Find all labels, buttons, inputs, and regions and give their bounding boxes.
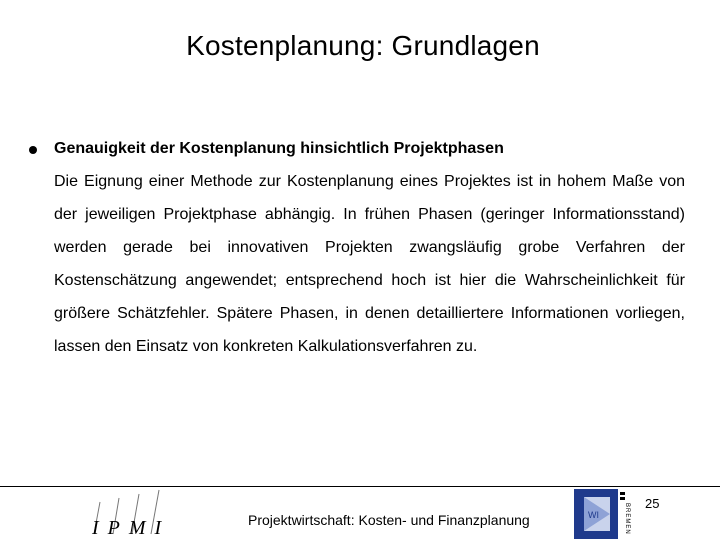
bullet-marker (29, 146, 37, 154)
ipmi-logo (82, 488, 172, 540)
footer-course-title: Projektwirtschaft: Kosten- und Finanzplanung (248, 512, 530, 528)
bullet-heading: Genauigkeit der Kostenplanung hinsichtlich Projektphasen (54, 140, 504, 157)
wi-bremen-logo (574, 489, 632, 539)
bremen-vertical-text: BREMEN (624, 503, 630, 535)
ipmi-logo-text: IPMI (92, 517, 171, 539)
bullet-body: Die Eignung einer Methode zur Kostenplanung eines Projektes ist in hohem Maße von der jeweiligen Projektphase abhängig. In frühen Phasen (geringer Informationsstand) werden gerade bei innovativen Projekten zwangsläufig grobe Verfahren der Kostenschätzung angewendet; entsprechend hoch ist hier die Wahrscheinlichkeit für größere Schätzfehler. Spätere Phasen, in denen detailliertere Informationen vorliegen, lassen den Einsatz von konkreten Kalkulationsverfahren zu. (54, 173, 685, 355)
slide-title: Kostenplanung: Grundlagen (186, 30, 540, 61)
page-number: 25 (645, 496, 660, 511)
wi-logo-text: WI (588, 510, 599, 520)
footer-divider (0, 486, 720, 487)
